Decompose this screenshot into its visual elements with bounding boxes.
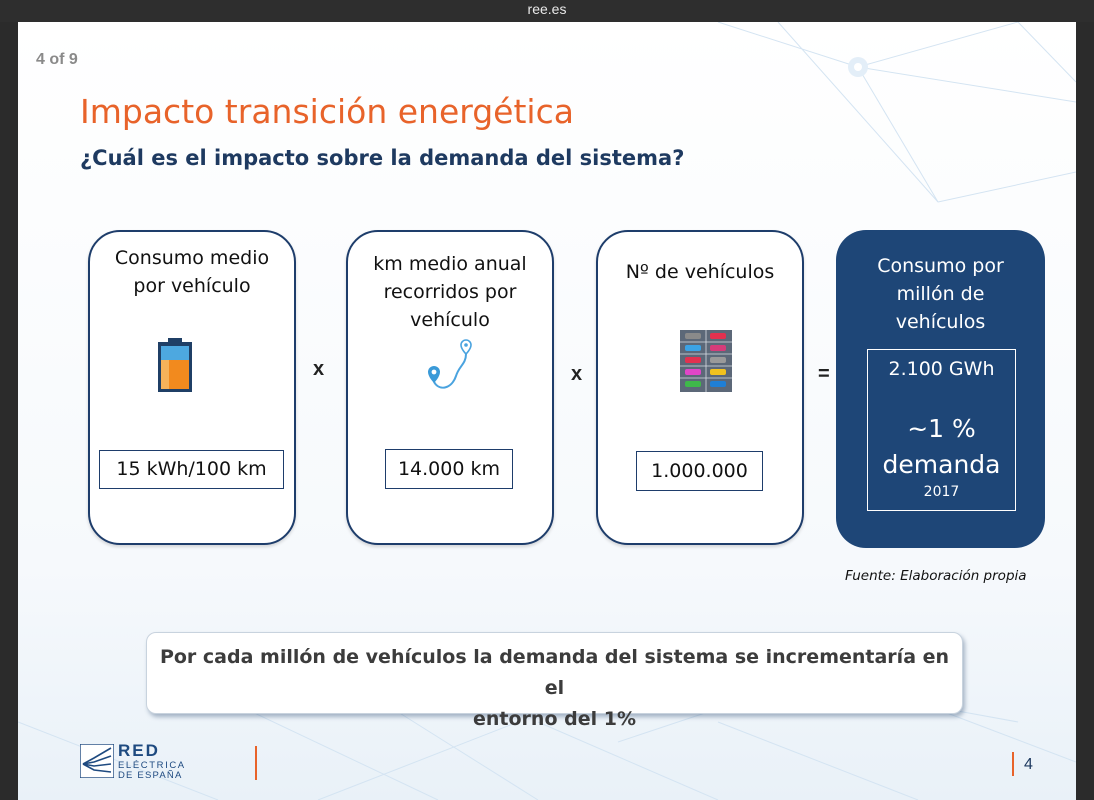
multiply-operator: x [571, 363, 583, 385]
card-title-line: Consumo medio [114, 247, 270, 269]
footer-divider [255, 746, 257, 780]
slide-subtitle: ¿Cuál es el impacto sobre la demanda del sistema? [80, 146, 685, 170]
card-title [90, 244, 294, 300]
browser-title-bar [0, 0, 1094, 22]
card-km-medio [346, 230, 554, 545]
result-demand-label: demanda [882, 450, 1001, 479]
equals-operator: = [818, 363, 830, 385]
presentation-slide [18, 22, 1076, 800]
logo-subtitle-1: ELÉCTRICA [118, 760, 186, 771]
value-km: 14.000 km [385, 449, 513, 489]
slide-title: Impacto transición energética [80, 92, 574, 131]
card-title-line: Nº de vehículos [625, 261, 775, 283]
ree-logo-mark-icon [80, 744, 114, 778]
browser-title: ree.es [527, 1, 567, 17]
source-note: Fuente: Elaboración propia [845, 568, 1027, 584]
logo-name: RED [118, 741, 160, 760]
page-counter: 4 of 9 [36, 51, 78, 68]
card-title-line: Consumo por [877, 255, 1004, 277]
card-num-vehiculos [596, 230, 804, 545]
route-icon [426, 336, 476, 392]
result-year: 2017 [923, 484, 960, 500]
result-box [867, 349, 1016, 511]
value-vehiculos: 1.000.000 [636, 451, 763, 491]
card-title-line: recorridos por [383, 281, 517, 303]
page-number: 4 [1024, 756, 1033, 773]
value-consumo: 15 kWh/100 km [99, 450, 284, 489]
card-title [348, 250, 552, 334]
conclusion-line: entorno del 1% [473, 708, 636, 730]
result-energy: 2.100 GWh [888, 358, 995, 380]
card-resultado [836, 230, 1045, 548]
card-title-line: vehículos [895, 311, 986, 333]
card-title-line: vehículo [410, 309, 490, 331]
card-title [836, 252, 1045, 336]
multiply-operator: x [313, 358, 325, 380]
logo-subtitle-2: DE ESPAÑA [118, 770, 183, 781]
card-title [598, 258, 802, 286]
result-percent: ~1 % [907, 414, 976, 443]
conclusion-line: Por cada millón de vehículos la demanda del sistema se incrementaría en el [159, 646, 950, 699]
card-consumo-medio [88, 230, 296, 545]
conclusion-box [146, 632, 963, 730]
parking-lot-icon [680, 330, 732, 392]
card-title-line: por vehículo [133, 275, 251, 297]
page-number-divider [1012, 752, 1014, 776]
card-title-line: km medio anual [373, 253, 527, 275]
card-title-line: millón de [896, 283, 985, 305]
battery-icon [157, 337, 193, 393]
